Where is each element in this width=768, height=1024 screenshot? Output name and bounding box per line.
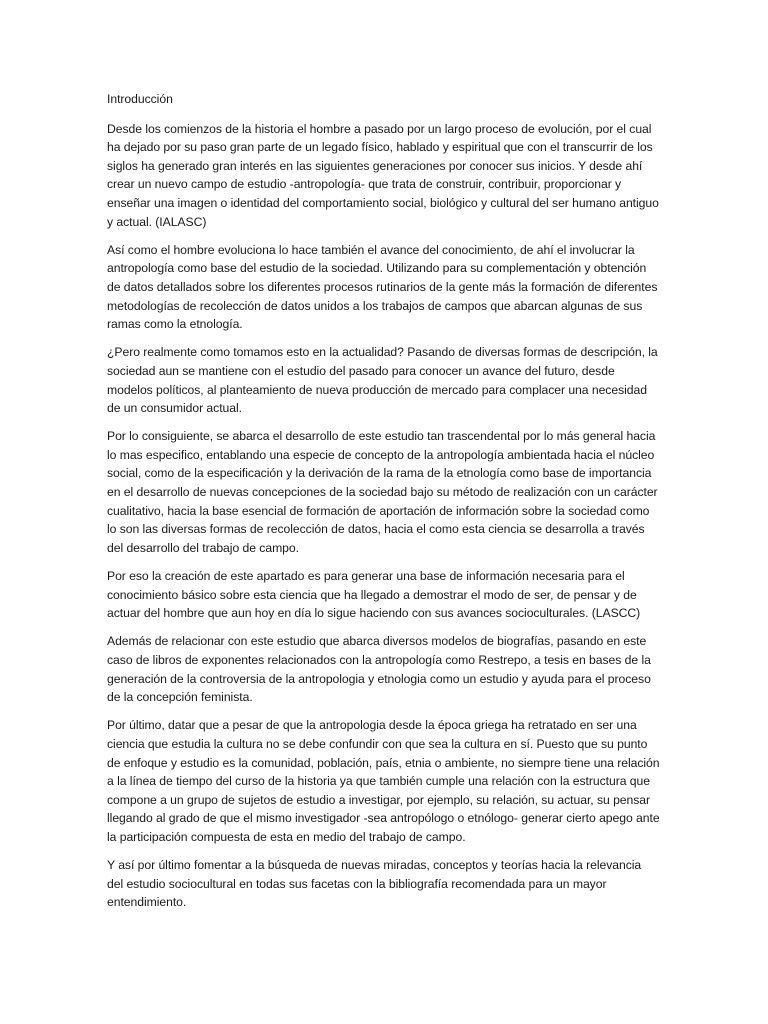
- document-body: [107, 90, 660, 922]
- paragraph-3: ¿Pero realmente como tomamos esto en la actualidad? Pasando de diversas formas de descripción, la sociedad aun se mantiene con el estudio del pasado para conocer un avance del futuro, desde modelos políticos, al planteamiento de nueva producción de mercado para complacer una necesidad de un consumidor actual.: [107, 345, 658, 416]
- paragraph-7: Por último, datar que a pesar de que la antropologia desde la época griega ha retratado en ser una ciencia que estudia la cultura no se debe confundir con que sea la cultura en sí. Puesto que su punto de enfoque y estudio es la comunidad, población, país, etnia o ambiente, no siempre tiene una relación a la línea de tiempo del curso de la historia ya que también cumple una relación con la estructura que compone a un grupo de sujetos de estudio a investigar, por ejemplo, su relación, su actuar, su pensar llegando al grado de que el mismo investigador -sea antropólogo o etnólogo- generar cierto apego ante la participación compuesta de esta en medio del trabajo de campo.: [107, 718, 660, 844]
- paragraph-8: Y así por último fomentar a la búsqueda de nuevas miradas, conceptos y teorías hacia la relevancia del estudio sociocultural en todas sus facetas con la bibliografía recomendada para un mayor entendimiento.: [107, 858, 642, 910]
- document-heading: Introducción: [107, 92, 173, 106]
- paragraph-5: Por eso la creación de este apartado es para generar una base de información necesaria para el conocimiento básico sobre esta ciencia que ha llegado a demostrar el modo de ser, de pensar y de actuar del hombre que aun hoy en día lo sigue haciendo con sus avances socioculturales. (LASCC): [107, 569, 641, 621]
- paragraph-4: Por lo consiguiente, se abarca el desarrollo de este estudio tan trascendental por lo más general hacia lo mas especifico, entablando una especie de concepto de la antropología ambientada hacia el núcleo social, como de la especificación y la derivación de la rama de la etnología como base de importancia en el desarrollo de nuevas concepciones de la sociedad bajo su método de realización con un carácter cualitativo, hacia la base esencial de formación de aportación de información sobre la sociedad como lo son las diversas formas de recolección de datos, hacia el como esta ciencia se desarrolla a través del desarrollo del trabajo de campo.: [107, 429, 658, 555]
- paragraph-6: Además de relacionar con este estudio que abarca diversos modelos de biografías, pasando en este caso de libros de exponentes relacionados con la antropología como Restrepo, a tesis en bases de la generación de la controversia de la antropologia y etnologia como un estudio y ayuda para el proceso de la concepción feminista.: [107, 634, 651, 705]
- paragraph-2: Así como el hombre evoluciona lo hace también el avance del conocimiento, de ahí el involucrar la antropología como base del estudio de la sociedad. Utilizando para su complementación y obtención de datos detallados sobre los diferentes procesos rutinarios de la gente más la formación de diferentes metodologías de recolección de datos unidos a los trabajos de campos que abarcan algunas de sus ramas como la etnología.: [107, 242, 658, 332]
- paragraph-1: Desde los comienzos de la historia el hombre a pasado por un largo proceso de evolución, por el cual ha dejado por su paso gran parte de un legado físico, hablado y espiritual que con el transcurrir de los siglos ha generado gran interés en las siguientes generaciones por conocer sus inicios. Y desde ahí crear un nuevo campo de estudio -antropología- que trata de construir, contribuir, proporcionar y enseñar una imagen o identidad del comportamiento social, biológico y cultural del ser humano antiguo y actual. (IALASC): [107, 121, 659, 229]
